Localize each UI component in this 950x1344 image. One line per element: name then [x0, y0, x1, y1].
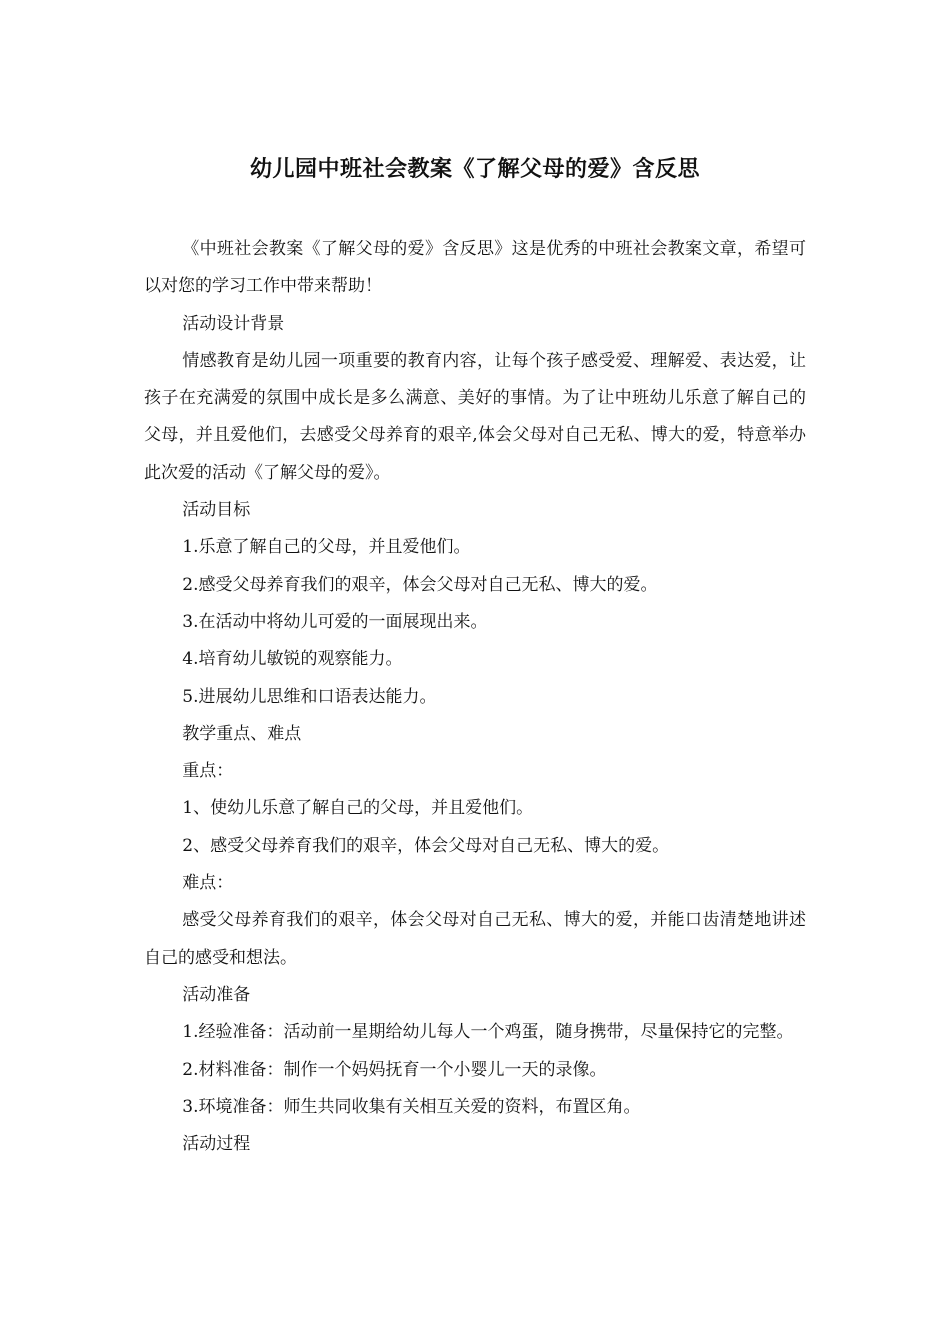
goal-item: 1.乐意了解自己的父母，并且爱他们。 [182, 537, 471, 558]
difficulty-paragraph: 感受父母养育我们的艰辛，体会父母对自己无私、博大的爱，并能口齿清楚地讲述自己的感受和想法。 [144, 910, 806, 968]
section-heading-key-points: 教学重点、难点 [182, 723, 302, 744]
key-point-item: 2、感受父母养育我们的艰辛，体会父母对自己无私、博大的爱。 [182, 835, 670, 856]
document-body [144, 231, 806, 1163]
section-heading-process: 活动过程 [182, 1134, 251, 1155]
intro-paragraph: 《中班社会教案《了解父母的爱》含反思》这是优秀的中班社会教案文章，希望可以对您的学习工作中带来帮助！ [144, 239, 806, 297]
background-paragraph: 情感教育是幼儿园一项重要的教育内容，让每个孩子感受爱、理解爱、表达爱，让孩子在充满爱的氛围中成长是多么满意、美好的事情。为了让中班幼儿乐意了解自己的父母，并且爱他们，去感受父母养育的艰辛,体会父母对自己无私、博大的爱，特意举办此次爱的活动《了解父母的爱》。 [144, 350, 806, 483]
goal-item: 5.进展幼儿思维和口语表达能力。 [182, 686, 437, 707]
document-title: 幼儿园中班社会教案《了解父母的爱》含反思 [249, 157, 700, 182]
subheading-difficulty: 难点： [182, 873, 234, 894]
subheading-key: 重点： [182, 761, 234, 782]
preparation-item: 2.材料准备：制作一个妈妈抚育一个小婴儿一天的录像。 [182, 1059, 607, 1080]
preparation-item: 1.经验准备：活动前一星期给幼儿每人一个鸡蛋，随身携带，尽量保持它的完整。 [182, 1022, 794, 1043]
section-heading-preparation: 活动准备 [182, 984, 251, 1005]
goal-item: 4.培育幼儿敏锐的观察能力。 [182, 649, 403, 670]
preparation-item: 3.环境准备：师生共同收集有关相互关爱的资料，布置区角。 [182, 1096, 641, 1117]
goal-item: 3.在活动中将幼儿可爱的一面展现出来。 [182, 611, 488, 632]
section-heading-goals: 活动目标 [182, 500, 251, 521]
section-heading-background: 活动设计背景 [182, 313, 285, 334]
key-point-item: 1、使幼儿乐意了解自己的父母，并且爱他们。 [182, 798, 534, 819]
goal-item: 2.感受父母养育我们的艰辛，体会父母对自己无私、博大的爱。 [182, 574, 658, 595]
